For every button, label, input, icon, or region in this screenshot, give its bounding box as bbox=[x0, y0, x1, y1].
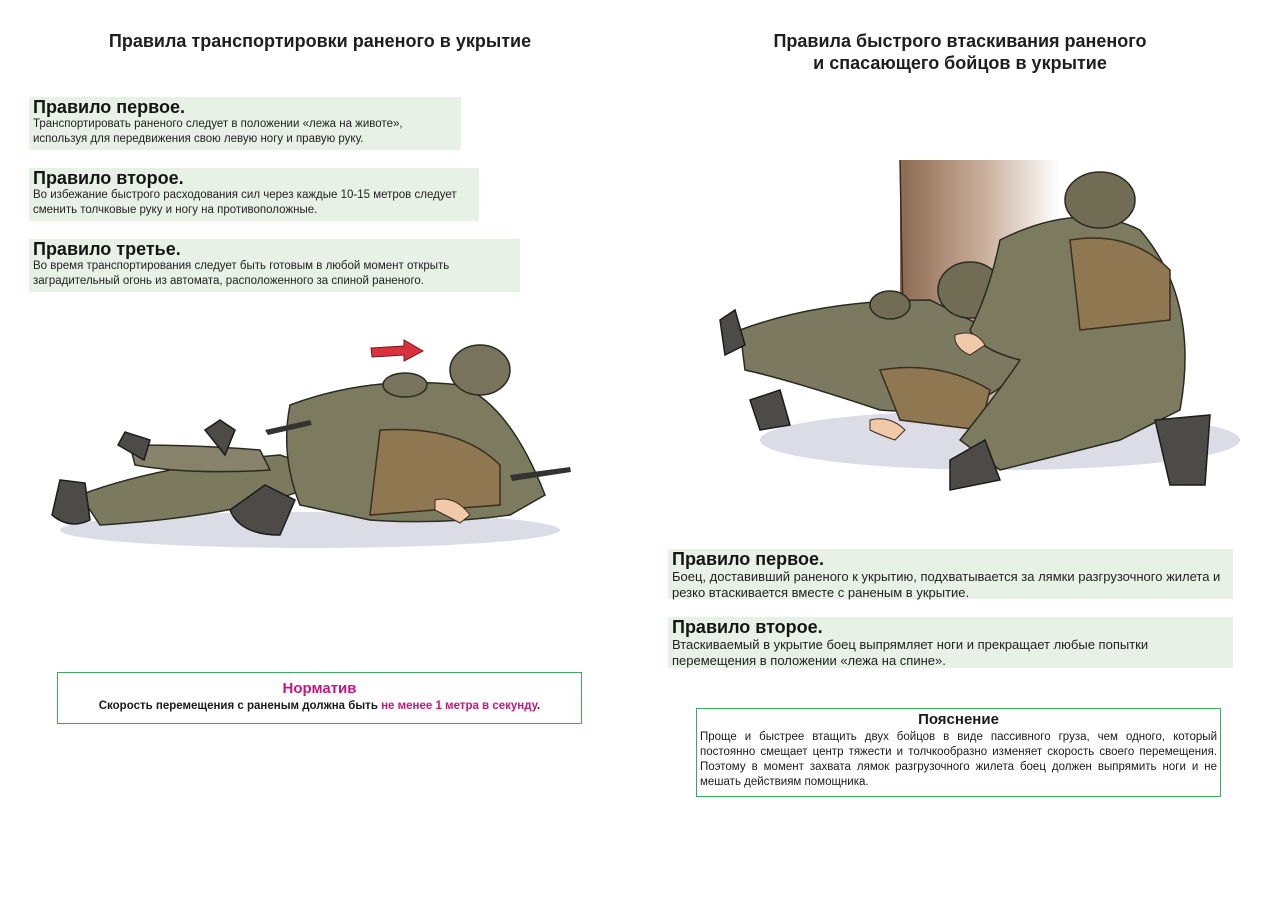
right-title-line-1: Правила быстрого втаскивания раненого bbox=[773, 31, 1147, 51]
note-text: Проще и быстрее втащить двух бойцов в виде пассивного груза, чем одного, который постоянно смещает центр тяжести и толчкообразно изменяет скорость своего перемещения. Поэтому в момент захвата лямок разгрузочного жилета боец должен выпрямить ноги и не мешать действиям помощника. bbox=[700, 731, 1217, 788]
norm-text-after: . bbox=[537, 700, 541, 712]
norm-heading: Норматив bbox=[282, 680, 357, 697]
direction-arrow-icon bbox=[371, 340, 423, 361]
right-title-line-2: и спасающего бойцов в укрытие bbox=[813, 53, 1107, 73]
crawling-transport-illustration bbox=[40, 335, 580, 555]
rule-text: Транспортировать раненого следует в положении «лежа на животе», используя для передвижения свою левую ногу и правую руку. bbox=[33, 118, 403, 145]
rule-heading: Правило третье. bbox=[33, 239, 181, 259]
rule-text: Во избежание быстрого расходования сил через каждые 10-15 метров следует сменить толчковые руку и ногу на противоположные. bbox=[33, 189, 457, 216]
drag-into-cover-illustration bbox=[700, 140, 1240, 520]
left-page-title: Правила транспортировки раненого в укрытие bbox=[108, 31, 532, 51]
rule-heading: Правило первое. bbox=[33, 97, 185, 117]
rule-heading: Правило второе. bbox=[672, 617, 823, 637]
right-rule-2 bbox=[668, 617, 1233, 668]
left-rule-1 bbox=[29, 97, 461, 150]
rule-heading: Правило первое. bbox=[672, 549, 824, 569]
right-page-title bbox=[660, 30, 1260, 74]
left-rule-2 bbox=[29, 168, 479, 221]
norm-highlight: не менее 1 метра в секунду bbox=[381, 700, 538, 712]
right-rule-1 bbox=[668, 549, 1233, 599]
rule-text: Во время транспортирования следует быть готовым в любой момент открыть заградительный огонь из автомата, расположенного за спиной раненого. bbox=[33, 260, 450, 287]
rule-text: Боец, доставивший раненого к укрытию, подхватывается за лямки разгрузочного жилета и резко втаскивается вместе с раненым в укрытие. bbox=[672, 569, 1221, 600]
norm-text bbox=[58, 699, 581, 714]
norm-box bbox=[57, 672, 582, 724]
rule-heading: Правило второе. bbox=[33, 168, 184, 188]
note-heading: Пояснение bbox=[918, 711, 999, 728]
left-rule-3 bbox=[29, 239, 520, 292]
norm-text-before: Скорость перемещения с раненым должна быть bbox=[98, 700, 382, 712]
note-box bbox=[696, 708, 1221, 797]
rule-text: Втаскиваемый в укрытие боец выпрямляет ноги и прекращает любые попытки перемещения в положении «лежа на спине». bbox=[672, 637, 1149, 668]
